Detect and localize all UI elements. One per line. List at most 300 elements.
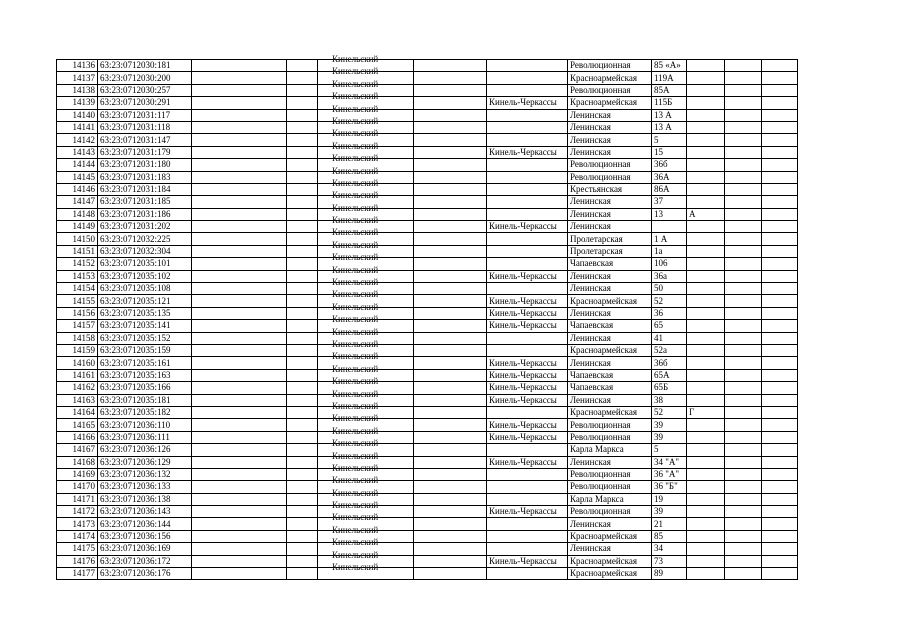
street-cell: Ленинская	[568, 307, 652, 319]
street-cell: Ленинская	[568, 283, 652, 295]
house-cell: 89	[652, 568, 687, 580]
street-cell: Чапаевская	[568, 382, 652, 394]
clipped-text: Кинельский	[332, 177, 379, 188]
house-cell: 52а	[652, 344, 687, 356]
row-number-cell: 14139	[57, 97, 98, 109]
empty-cell	[192, 468, 287, 480]
house-cell: 13 А	[652, 109, 687, 121]
empty-cell	[725, 208, 762, 220]
house-cell: 39	[652, 419, 687, 431]
empty-cell	[287, 221, 318, 233]
cadastral-number-cell: 63:23:0712035:101	[98, 258, 192, 270]
row-number-cell: 14170	[57, 481, 98, 493]
table-row	[57, 493, 798, 505]
empty-cell	[725, 406, 762, 418]
empty-cell	[725, 270, 762, 282]
street-cell: Красноармейская	[568, 530, 652, 542]
empty-cell	[192, 171, 287, 183]
empty-cell	[414, 258, 487, 270]
row-number-cell: 14149	[57, 221, 98, 233]
empty-cell	[762, 258, 798, 270]
empty-cell	[414, 134, 487, 146]
row-number-cell: 14175	[57, 543, 98, 555]
locality-cell	[487, 568, 568, 580]
clipped-text: Кинельский	[332, 202, 379, 213]
empty-cell	[414, 109, 487, 121]
empty-cell	[725, 60, 762, 72]
table-row	[57, 208, 798, 220]
locality-cell	[487, 109, 568, 121]
house-cell: 36	[652, 307, 687, 319]
empty-cell	[762, 506, 798, 518]
empty-cell	[414, 97, 487, 109]
empty-cell	[192, 518, 287, 530]
empty-cell	[192, 406, 287, 418]
house-cell: 119А	[652, 72, 687, 84]
letter-cell	[687, 518, 725, 530]
street-cell: Красноармейская	[568, 555, 652, 567]
empty-cell	[287, 382, 318, 394]
empty-cell	[192, 493, 287, 505]
table-row	[57, 431, 798, 443]
empty-cell	[287, 394, 318, 406]
cadastral-number-cell: 63:23:0712031:179	[98, 146, 192, 158]
empty-cell	[414, 121, 487, 133]
table-row	[57, 233, 798, 245]
row-number-cell: 14151	[57, 245, 98, 257]
row-number-cell: 14140	[57, 109, 98, 121]
empty-cell	[192, 555, 287, 567]
letter-cell	[687, 159, 725, 171]
table-row	[57, 419, 798, 431]
empty-cell	[762, 406, 798, 418]
empty-cell	[725, 493, 762, 505]
clipped-text: Кинельский	[332, 215, 379, 226]
street-cell: Чапаевская	[568, 320, 652, 332]
empty-cell	[762, 146, 798, 158]
street-cell: Ленинская	[568, 134, 652, 146]
letter-cell	[687, 468, 725, 480]
house-cell: 21	[652, 518, 687, 530]
locality-cell	[487, 468, 568, 480]
clipped-text: Кинельский	[332, 388, 379, 399]
empty-cell	[414, 295, 487, 307]
table-row	[57, 332, 798, 344]
empty-cell	[192, 357, 287, 369]
cadastral-number-cell: 63:23:0712035:166	[98, 382, 192, 394]
cadastral-number-cell: 63:23:0712036:144	[98, 518, 192, 530]
empty-cell	[287, 481, 318, 493]
house-cell: 52	[652, 406, 687, 418]
empty-cell	[725, 444, 762, 456]
clipped-text: Кинельский	[332, 413, 379, 424]
letter-cell: А	[687, 208, 725, 220]
row-number-cell: 14160	[57, 357, 98, 369]
row-number-cell: 14137	[57, 72, 98, 84]
empty-cell	[762, 357, 798, 369]
empty-cell	[192, 320, 287, 332]
locality-cell	[487, 208, 568, 220]
empty-cell	[762, 84, 798, 96]
house-cell: 50	[652, 283, 687, 295]
table-row	[57, 506, 798, 518]
empty-cell	[287, 307, 318, 319]
empty-cell	[287, 555, 318, 567]
table-row	[57, 146, 798, 158]
empty-cell	[414, 394, 487, 406]
empty-cell	[762, 530, 798, 542]
house-cell: 19	[652, 493, 687, 505]
empty-cell	[287, 183, 318, 195]
registry-table	[56, 54, 798, 580]
house-cell: 13 А	[652, 121, 687, 133]
table-row	[57, 134, 798, 146]
locality-cell	[487, 344, 568, 356]
house-cell: 85А	[652, 84, 687, 96]
empty-cell	[192, 444, 287, 456]
house-cell: 39	[652, 431, 687, 443]
empty-cell	[762, 270, 798, 282]
empty-cell	[192, 258, 287, 270]
empty-cell	[287, 431, 318, 443]
clipped-text: Кинельский	[332, 376, 379, 387]
letter-cell	[687, 221, 725, 233]
empty-cell	[725, 307, 762, 319]
locality-cell	[487, 406, 568, 418]
clipped-text: Кинельский	[332, 277, 379, 288]
clipped-text: Кинельский	[332, 537, 379, 548]
empty-cell	[725, 146, 762, 158]
letter-cell	[687, 568, 725, 580]
row-number-cell: 14144	[57, 159, 98, 171]
empty-cell	[762, 444, 798, 456]
empty-cell	[725, 530, 762, 542]
empty-cell	[287, 406, 318, 418]
empty-cell	[192, 245, 287, 257]
letter-cell	[687, 506, 725, 518]
empty-cell	[725, 196, 762, 208]
empty-cell	[414, 307, 487, 319]
locality-cell	[487, 159, 568, 171]
street-cell: Революционная	[568, 171, 652, 183]
locality-cell: Кинель-Черкассы	[487, 369, 568, 381]
locality-cell: Кинель-Черкассы	[487, 146, 568, 158]
empty-cell	[725, 134, 762, 146]
house-cell: 34	[652, 543, 687, 555]
table-row	[57, 320, 798, 332]
empty-cell	[192, 159, 287, 171]
street-cell: Ленинская	[568, 456, 652, 468]
cadastral-number-cell: 63:23:0712031:118	[98, 121, 192, 133]
locality-cell	[487, 481, 568, 493]
row-number-cell: 14166	[57, 431, 98, 443]
clipped-text: Кинельский	[332, 524, 379, 535]
locality-cell	[487, 530, 568, 542]
letter-cell	[687, 84, 725, 96]
row-number-cell: 14141	[57, 121, 98, 133]
letter-cell	[687, 270, 725, 282]
cadastral-number-cell: 63:23:0712030:291	[98, 97, 192, 109]
street-cell: Ленинская	[568, 543, 652, 555]
table-row	[57, 245, 798, 257]
empty-cell	[725, 394, 762, 406]
locality-cell	[487, 84, 568, 96]
cadastral-number-cell: 63:23:0712030:257	[98, 84, 192, 96]
empty-cell	[762, 221, 798, 233]
cadastral-number-cell: 63:23:0712036:156	[98, 530, 192, 542]
table-row	[57, 357, 798, 369]
empty-cell	[762, 60, 798, 72]
cadastral-number-cell: 63:23:0712035:102	[98, 270, 192, 282]
empty-cell	[414, 530, 487, 542]
empty-cell	[762, 493, 798, 505]
row-number-cell: 14136	[57, 60, 98, 72]
table-row	[57, 109, 798, 121]
table-row	[57, 72, 798, 84]
cadastral-number-cell: 63:23:0712031:117	[98, 109, 192, 121]
row-number-cell: 14169	[57, 468, 98, 480]
letter-cell	[687, 121, 725, 133]
empty-cell	[287, 258, 318, 270]
empty-cell	[287, 518, 318, 530]
empty-cell	[192, 481, 287, 493]
street-cell: Чапаевская	[568, 258, 652, 270]
empty-cell	[414, 344, 487, 356]
row-number-cell: 14147	[57, 196, 98, 208]
clipped-text: Кинельский	[332, 264, 379, 275]
table-row	[57, 530, 798, 542]
empty-cell	[287, 493, 318, 505]
street-cell: Пролетарская	[568, 233, 652, 245]
row-number-cell: 14172	[57, 506, 98, 518]
empty-cell	[287, 270, 318, 282]
empty-cell	[762, 382, 798, 394]
letter-cell	[687, 109, 725, 121]
empty-cell	[414, 369, 487, 381]
cadastral-number-cell: 63:23:0712036:143	[98, 506, 192, 518]
house-cell: 36а	[652, 270, 687, 282]
locality-cell: Кинель-Черкассы	[487, 320, 568, 332]
clipped-text: Кинельский	[332, 190, 379, 201]
empty-cell	[287, 245, 318, 257]
empty-cell	[762, 208, 798, 220]
empty-cell	[192, 283, 287, 295]
row-number-cell: 14165	[57, 419, 98, 431]
house-cell: 5	[652, 444, 687, 456]
clipped-text: Кинельский	[332, 351, 379, 362]
house-cell: 36б	[652, 159, 687, 171]
clipped-text: Кинельский	[332, 66, 379, 77]
clipped-text: Кинельский	[332, 91, 379, 102]
street-cell: Красноармейская	[568, 344, 652, 356]
locality-cell: Кинель-Черкассы	[487, 97, 568, 109]
table-row	[57, 518, 798, 530]
empty-cell	[725, 283, 762, 295]
empty-cell	[287, 171, 318, 183]
table-row	[57, 568, 798, 580]
empty-cell	[192, 109, 287, 121]
clipped-text: Кинельский	[332, 103, 379, 114]
empty-cell	[192, 456, 287, 468]
letter-cell	[687, 283, 725, 295]
street-cell: Крестьянская	[568, 183, 652, 195]
house-cell: 38	[652, 394, 687, 406]
locality-cell	[487, 493, 568, 505]
empty-cell	[725, 245, 762, 257]
letter-cell	[687, 320, 725, 332]
empty-cell	[414, 419, 487, 431]
empty-cell	[287, 159, 318, 171]
clipped-text: Кинельский	[332, 512, 379, 523]
empty-cell	[192, 431, 287, 443]
house-cell	[652, 221, 687, 233]
locality-cell: Кинель-Черкассы	[487, 295, 568, 307]
empty-cell	[414, 493, 487, 505]
clipped-text: Кинельский	[332, 165, 379, 176]
letter-cell	[687, 245, 725, 257]
row-number-cell: 14161	[57, 369, 98, 381]
clipped-text: Кинельский	[332, 438, 379, 449]
empty-cell	[725, 171, 762, 183]
empty-cell	[287, 419, 318, 431]
empty-cell	[725, 97, 762, 109]
empty-cell	[762, 344, 798, 356]
clipped-text: Кинельский	[332, 54, 379, 64]
street-cell: Красноармейская	[568, 406, 652, 418]
street-cell: Ленинская	[568, 121, 652, 133]
empty-cell	[192, 332, 287, 344]
empty-cell	[725, 382, 762, 394]
empty-cell	[192, 233, 287, 245]
cadastral-number-cell: 63:23:0712036:132	[98, 468, 192, 480]
empty-cell	[762, 171, 798, 183]
house-cell: 1 А	[652, 233, 687, 245]
cadastral-number-cell: 63:23:0712035:121	[98, 295, 192, 307]
cadastral-number-cell: 63:23:0712031:202	[98, 221, 192, 233]
letter-cell	[687, 382, 725, 394]
empty-cell	[414, 382, 487, 394]
empty-cell	[287, 456, 318, 468]
table-row	[57, 270, 798, 282]
row-number-cell: 14164	[57, 406, 98, 418]
cadastral-number-cell: 63:23:0712036:169	[98, 543, 192, 555]
empty-cell	[762, 97, 798, 109]
letter-cell	[687, 493, 725, 505]
letter-cell	[687, 146, 725, 158]
empty-cell	[725, 121, 762, 133]
row-number-cell: 14159	[57, 344, 98, 356]
empty-cell	[725, 357, 762, 369]
street-cell: Революционная	[568, 468, 652, 480]
empty-cell	[414, 481, 487, 493]
street-cell: Революционная	[568, 419, 652, 431]
clipped-text: Кинельский	[332, 549, 379, 560]
empty-cell	[287, 357, 318, 369]
house-cell: 39	[652, 506, 687, 518]
empty-cell	[762, 307, 798, 319]
house-cell: 86А	[652, 183, 687, 195]
empty-cell	[725, 568, 762, 580]
street-cell: Пролетарская	[568, 245, 652, 257]
empty-cell	[414, 60, 487, 72]
clipped-text: Кинельский	[332, 78, 379, 89]
empty-cell	[762, 121, 798, 133]
locality-cell: Кинель-Черкассы	[487, 357, 568, 369]
municipality-cell	[318, 562, 414, 580]
empty-cell	[192, 97, 287, 109]
empty-cell	[725, 481, 762, 493]
locality-cell: Кинель-Черкассы	[487, 431, 568, 443]
empty-cell	[725, 84, 762, 96]
empty-cell	[725, 295, 762, 307]
empty-cell	[192, 146, 287, 158]
row-number-cell: 14138	[57, 84, 98, 96]
table-row	[57, 394, 798, 406]
cadastral-number-cell: 63:23:0712031:185	[98, 196, 192, 208]
house-cell: 106	[652, 258, 687, 270]
empty-cell	[192, 60, 287, 72]
cadastral-number-cell: 63:23:0712031:183	[98, 171, 192, 183]
row-number-cell: 14156	[57, 307, 98, 319]
letter-cell	[687, 555, 725, 567]
table-row	[57, 295, 798, 307]
empty-cell	[287, 369, 318, 381]
clipped-text: Кинельский	[332, 227, 379, 238]
table-row	[57, 481, 798, 493]
empty-cell	[414, 183, 487, 195]
table-row	[57, 97, 798, 109]
street-cell: Революционная	[568, 481, 652, 493]
cadastral-number-cell: 63:23:0712036:176	[98, 568, 192, 580]
table-row	[57, 369, 798, 381]
street-cell: Красноармейская	[568, 97, 652, 109]
row-number-cell: 14142	[57, 134, 98, 146]
house-cell: 65Б	[652, 382, 687, 394]
street-cell: Ленинская	[568, 332, 652, 344]
empty-cell	[762, 518, 798, 530]
letter-cell	[687, 295, 725, 307]
letter-cell	[687, 369, 725, 381]
empty-cell	[762, 481, 798, 493]
locality-cell	[487, 245, 568, 257]
row-number-cell: 14162	[57, 382, 98, 394]
empty-cell	[414, 72, 487, 84]
empty-cell	[414, 431, 487, 443]
empty-cell	[414, 245, 487, 257]
locality-cell	[487, 60, 568, 72]
empty-cell	[762, 233, 798, 245]
letter-cell	[687, 196, 725, 208]
empty-cell	[414, 543, 487, 555]
locality-cell	[487, 283, 568, 295]
empty-cell	[192, 543, 287, 555]
table-row	[57, 456, 798, 468]
street-cell: Карла Маркса	[568, 493, 652, 505]
empty-cell	[762, 159, 798, 171]
empty-cell	[762, 72, 798, 84]
locality-cell	[487, 332, 568, 344]
empty-cell	[192, 419, 287, 431]
empty-cell	[192, 121, 287, 133]
table-row	[57, 283, 798, 295]
table-row	[57, 382, 798, 394]
empty-cell	[762, 468, 798, 480]
table-row	[57, 307, 798, 319]
cadastral-number-cell: 63:23:0712032:225	[98, 233, 192, 245]
row-number-cell: 14145	[57, 171, 98, 183]
row-number-cell: 14143	[57, 146, 98, 158]
clipped-text: Кинельский	[332, 487, 379, 498]
